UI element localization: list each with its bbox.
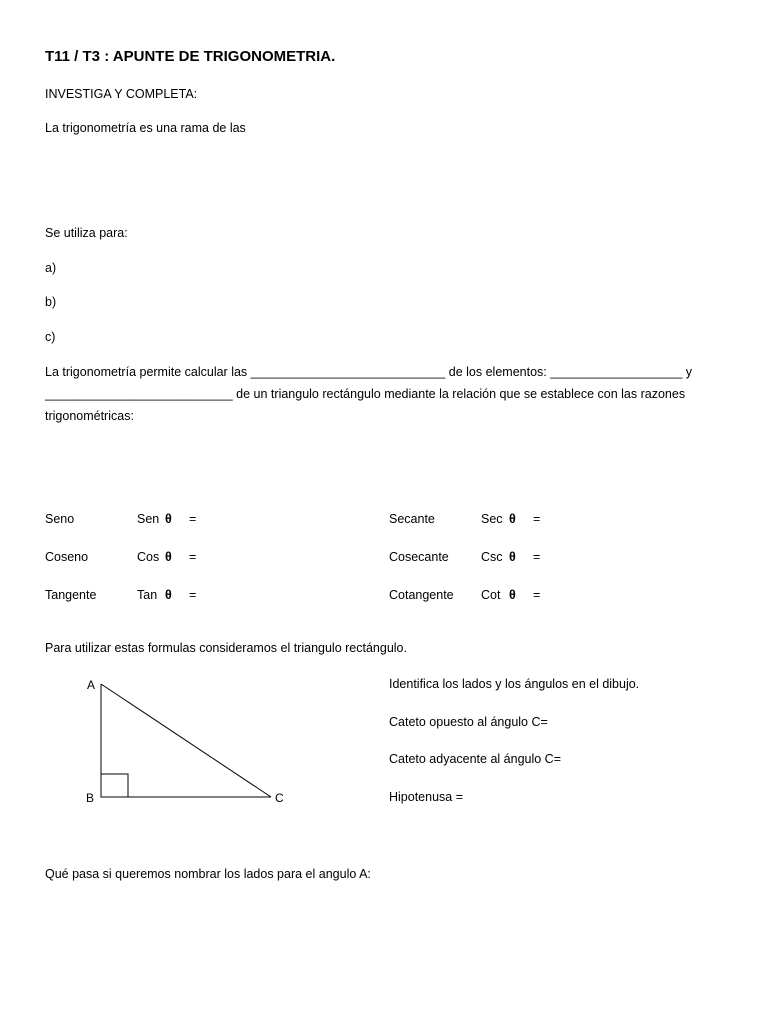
- ratio-abbr: Cot: [481, 588, 501, 602]
- ratio-abbr: Csc: [481, 550, 503, 564]
- equals-sign: =: [189, 588, 197, 602]
- use-item-a: a): [45, 261, 57, 275]
- use-item-c: c): [45, 330, 56, 344]
- equals-sign: =: [189, 512, 197, 526]
- angle-a-question: Qué pasa si queremos nombrar los lados para el angulo A:: [45, 867, 371, 881]
- ratio-name: Secante: [389, 512, 435, 526]
- triangle-intro: Para utilizar estas formulas consideramos el triangulo rectángulo.: [45, 641, 407, 655]
- ratio-name: Coseno: [45, 550, 89, 564]
- vertex-a-label: A: [87, 678, 96, 692]
- identify-heading: Identifica los lados y los ángulos en el dibujo.: [389, 677, 640, 691]
- subtitle: INVESTIGA Y COMPLETA:: [45, 87, 198, 101]
- ratio-name: Cosecante: [389, 550, 449, 564]
- hypotenuse-prompt: Hipotenusa =: [389, 790, 464, 804]
- side-ac-hypotenuse: [101, 684, 271, 797]
- ratio-abbr: Cos: [137, 550, 160, 564]
- theta-symbol: θ: [165, 512, 172, 526]
- use-item-b: b): [45, 295, 57, 309]
- adjacent-leg-prompt: Cateto adyacente al ángulo C=: [389, 752, 561, 766]
- opposite-leg-prompt: Cateto opuesto al ángulo C=: [389, 715, 548, 729]
- fill-in-paragraph: La trigonometría permite calcular las ____________________________ de los elementos: ___________________ y ___________________________ de un triangulo rectángulo mediante la relación que se establece con las razones trigonométricas:: [45, 365, 693, 423]
- theta-symbol: θ: [509, 588, 516, 602]
- equals-sign: =: [533, 512, 541, 526]
- ratio-abbr: Sen: [137, 512, 160, 526]
- theta-symbol: θ: [509, 512, 516, 526]
- vertex-b-label: B: [86, 791, 95, 805]
- equals-sign: =: [189, 550, 197, 564]
- vertex-c-label: C: [275, 791, 284, 805]
- intro-text: La trigonometría es una rama de las: [45, 121, 246, 135]
- ratio-name: Cotangente: [389, 588, 454, 602]
- theta-symbol: θ: [165, 588, 172, 602]
- ratio-name: Seno: [45, 512, 75, 526]
- page-title: T11 / T3 : APUNTE DE TRIGONOMETRIA.: [45, 48, 336, 65]
- theta-symbol: θ: [509, 550, 516, 564]
- right-angle-marker: [101, 774, 128, 797]
- theta-symbol: θ: [165, 550, 172, 564]
- ratio-abbr: Sec: [481, 512, 503, 526]
- equals-sign: =: [533, 550, 541, 564]
- ratio-abbr: Tan: [137, 588, 158, 602]
- uses-label: Se utiliza para:: [45, 226, 128, 240]
- ratio-name: Tangente: [45, 588, 97, 602]
- equals-sign: =: [533, 588, 541, 602]
